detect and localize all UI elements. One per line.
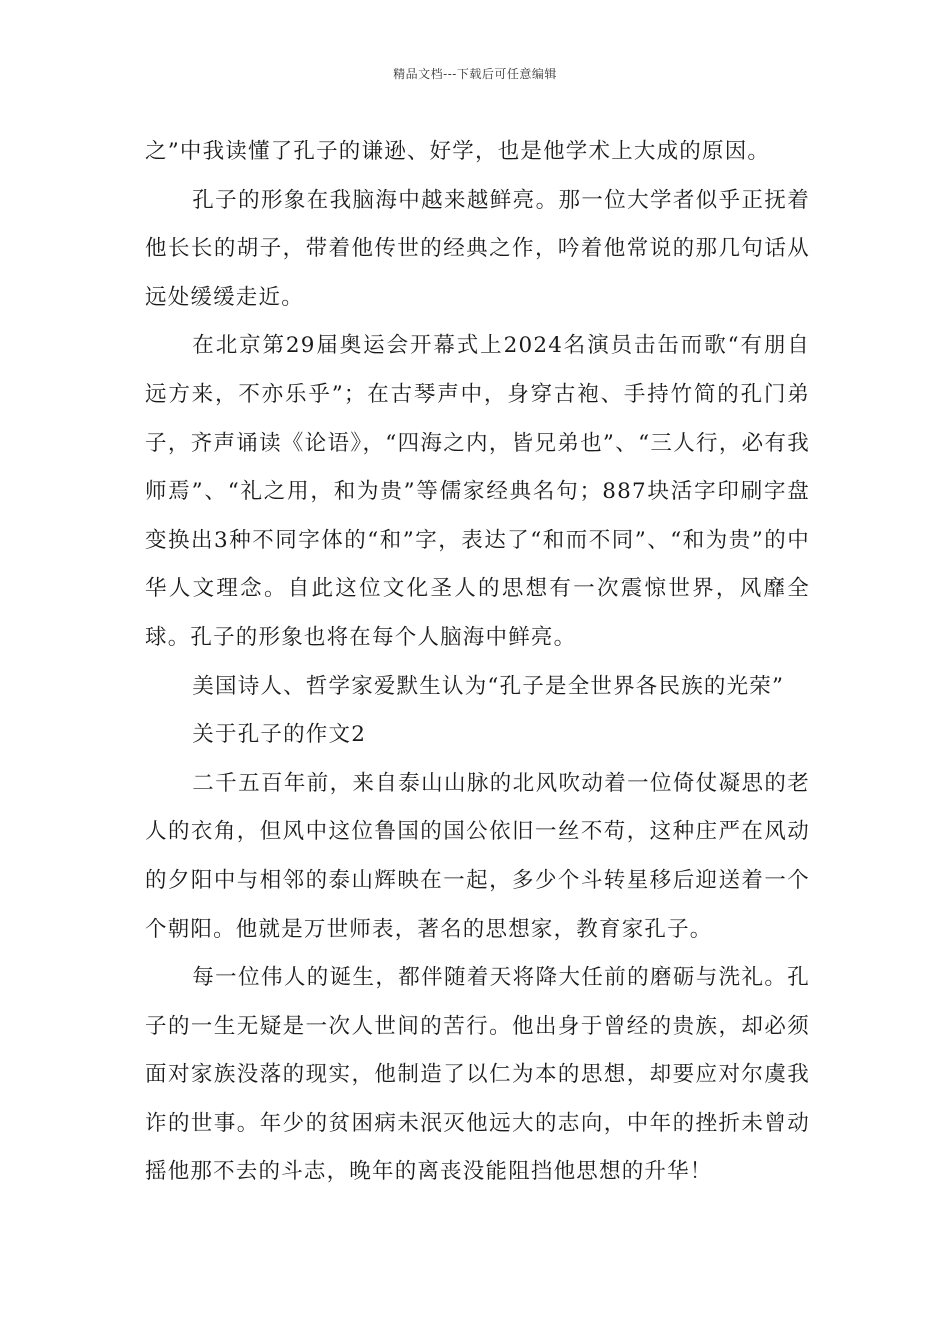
paragraph-emerson-quote: 美国诗人、哲学家爱默生认为“孔子是全世界各民族的光荣” <box>192 673 785 699</box>
paragraph-olympics: 在北京第29届奥运会开幕式上2024名演员击缶而歌“有朋自远方来，不亦乐乎”；在古琴声中，身穿古袍、手持竹简的孔门弟子，齐声诵读《论语》，“四海之内，皆兄弟也”、“三人行，必有我师焉”、“礼之用，和为贵”等儒家经典名句；887块活字印刷字盘变换出3种不同字体的“和”字，表达了“和而不同”、“和为贵”的中华人文理念。自此这位文化圣人的思想有一次震惊世界，风靡全球。孔子的形象也将在每个人脑海中鲜亮。 <box>145 333 810 650</box>
section-title: 关于孔子的作文2 <box>192 722 367 748</box>
document-body <box>145 128 810 1197</box>
paragraph-continuation: 之”中我读懂了孔子的谦逊、好学，也是他学术上大成的原因。 <box>145 139 771 164</box>
paragraph-great-men: 每一位伟人的诞生，都伴随着天将降大任前的磨砺与洗礼。孔子的一生无疑是一次人世间的苦行。他出身于曾经的贵族，却必须面对家族没落的现实，他制造了以仁为本的思想，却要应对尔虞我诈的世事。年少的贫困病未泯灭他远大的志向，中年的挫折未曾动摇他那不去的斗志，晚年的离丧没能阻挡他思想的升华！ <box>145 965 810 1185</box>
page-header: 精品文档---下载后可任意编辑 <box>393 67 557 81</box>
paragraph-confucius-image: 孔子的形象在我脑海中越来越鲜亮。那一位大学者似乎正抚着他长长的胡子，带着他传世的经典之作，吟着他常说的那几句话从远处缓缓走近。 <box>145 187 810 310</box>
paragraph-history: 二千五百年前，来自泰山山脉的北风吹动着一位倚仗凝思的老人的衣角，但风中这位鲁国的国公依旧一丝不苟，这种庄严在风动的夕阳中与相邻的泰山辉映在一起，多少个斗转星移后迎送着一个个朝阳。他就是万世师表，著名的思想家，教育家孔子。 <box>145 770 810 942</box>
